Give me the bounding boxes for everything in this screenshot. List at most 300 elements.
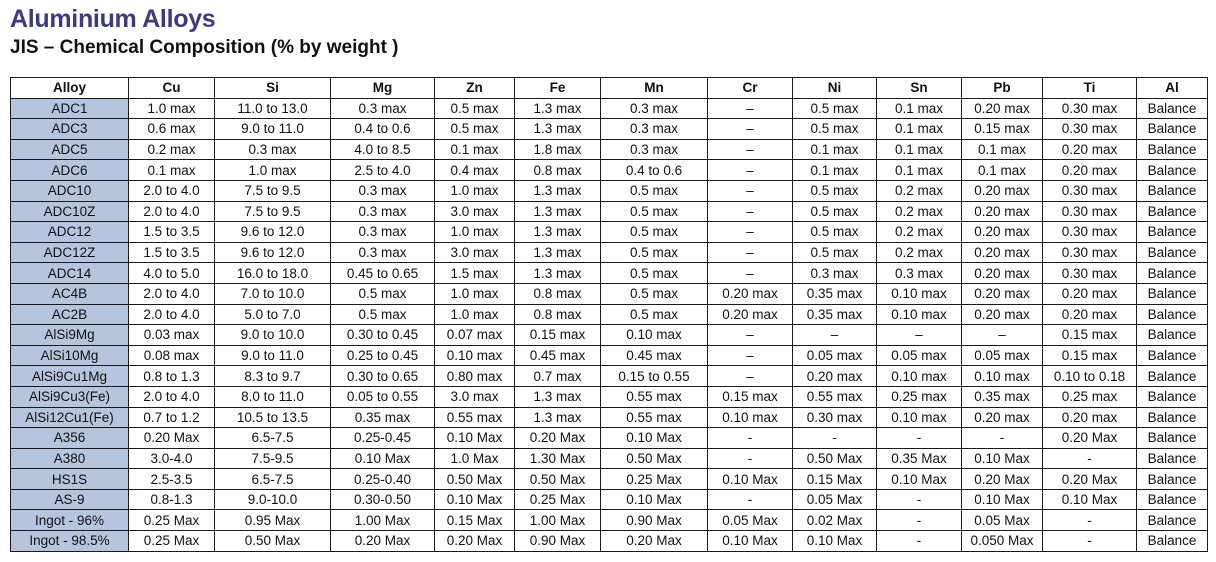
alloy-name-cell: AlSi12Cu1(Fe) xyxy=(11,407,129,428)
page-title: Aluminium Alloys xyxy=(10,5,216,33)
cell-sn: 0.2 max xyxy=(877,242,962,263)
cell-ni: - xyxy=(793,428,877,449)
cell-mg: 0.25-0.40 xyxy=(331,469,435,490)
cell-cr: – xyxy=(708,160,793,181)
table-header xyxy=(11,78,1208,99)
table-row xyxy=(11,366,1208,387)
alloy-name-cell: AlSi9Cu1Mg xyxy=(11,366,129,387)
column-header-mg: Mg xyxy=(331,78,435,99)
cell-fe: 1.3 max xyxy=(515,222,601,243)
column-header-al: Al xyxy=(1137,78,1208,99)
cell-ni: 0.5 max xyxy=(793,119,877,140)
column-header-pb: Pb xyxy=(962,78,1043,99)
cell-cr: – xyxy=(708,139,793,160)
cell-cu: 0.1 max xyxy=(129,160,215,181)
table-row xyxy=(11,119,1208,140)
cell-cu: 0.8-1.3 xyxy=(129,489,215,510)
cell-zn: 1.0 max xyxy=(435,222,515,243)
cell-zn: 0.20 Max xyxy=(435,531,515,552)
cell-ti: 0.15 max xyxy=(1043,345,1137,366)
cell-sn: 0.25 max xyxy=(877,386,962,407)
alloy-name-cell: A380 xyxy=(11,448,129,469)
cell-zn: 0.10 Max xyxy=(435,428,515,449)
cell-ti: - xyxy=(1043,531,1137,552)
cell-si: 6.5-7.5 xyxy=(215,428,331,449)
cell-cr: – xyxy=(708,119,793,140)
cell-al: Balance xyxy=(1137,366,1208,387)
cell-ni: 0.10 Max xyxy=(793,531,877,552)
cell-al: Balance xyxy=(1137,263,1208,284)
alloy-name-cell: AC2B xyxy=(11,304,129,325)
table-row xyxy=(11,98,1208,119)
cell-cr: – xyxy=(708,345,793,366)
cell-ni: 0.5 max xyxy=(793,98,877,119)
cell-fe: 1.3 max xyxy=(515,98,601,119)
cell-sn: 0.1 max xyxy=(877,139,962,160)
alloy-name-cell: Ingot - 98.5% xyxy=(11,531,129,552)
cell-cr: – xyxy=(708,98,793,119)
cell-si: 7.5 to 9.5 xyxy=(215,180,331,201)
cell-si: 9.0 to 11.0 xyxy=(215,345,331,366)
cell-sn: 0.1 max xyxy=(877,160,962,181)
cell-sn: - xyxy=(877,428,962,449)
alloy-name-cell: ADC12Z xyxy=(11,242,129,263)
cell-al: Balance xyxy=(1137,510,1208,531)
cell-cu: 0.03 max xyxy=(129,325,215,346)
table-row xyxy=(11,201,1208,222)
table-row xyxy=(11,263,1208,284)
cell-cr: 0.10 Max xyxy=(708,469,793,490)
cell-zn: 3.0 max xyxy=(435,386,515,407)
cell-ti: 0.30 max xyxy=(1043,263,1137,284)
cell-ti: 0.20 max xyxy=(1043,283,1137,304)
cell-al: Balance xyxy=(1137,489,1208,510)
cell-al: Balance xyxy=(1137,242,1208,263)
cell-mg: 0.5 max xyxy=(331,283,435,304)
cell-ti: 0.30 max xyxy=(1043,201,1137,222)
cell-fe: 1.3 max xyxy=(515,407,601,428)
cell-mg: 0.20 Max xyxy=(331,531,435,552)
cell-pb: 0.20 max xyxy=(962,98,1043,119)
cell-mg: 0.4 to 0.6 xyxy=(331,119,435,140)
cell-sn: 0.35 Max xyxy=(877,448,962,469)
cell-sn: 0.05 max xyxy=(877,345,962,366)
cell-ti: 0.30 max xyxy=(1043,180,1137,201)
cell-mg: 0.3 max xyxy=(331,98,435,119)
cell-al: Balance xyxy=(1137,160,1208,181)
cell-al: Balance xyxy=(1137,222,1208,243)
cell-mn: 0.5 max xyxy=(601,283,708,304)
table-row xyxy=(11,325,1208,346)
cell-pb: 0.1 max xyxy=(962,160,1043,181)
alloy-name-cell: ADC12 xyxy=(11,222,129,243)
cell-pb: 0.20 max xyxy=(962,283,1043,304)
cell-si: 9.6 to 12.0 xyxy=(215,222,331,243)
cell-ti: 0.10 to 0.18 xyxy=(1043,366,1137,387)
cell-cu: 1.5 to 3.5 xyxy=(129,242,215,263)
cell-mn: 0.55 max xyxy=(601,386,708,407)
cell-fe: 0.7 max xyxy=(515,366,601,387)
cell-cu: 0.20 Max xyxy=(129,428,215,449)
cell-sn: 0.2 max xyxy=(877,180,962,201)
cell-pb: 0.05 Max xyxy=(962,510,1043,531)
header-row xyxy=(11,78,1208,99)
cell-sn: 0.3 max xyxy=(877,263,962,284)
cell-si: 16.0 to 18.0 xyxy=(215,263,331,284)
cell-si: 6.5-7.5 xyxy=(215,469,331,490)
cell-ni: 0.30 max xyxy=(793,407,877,428)
cell-mn: 0.50 Max xyxy=(601,448,708,469)
cell-mn: 0.55 max xyxy=(601,407,708,428)
column-header-ti: Ti xyxy=(1043,78,1137,99)
column-header-cu: Cu xyxy=(129,78,215,99)
cell-mg: 0.3 max xyxy=(331,180,435,201)
cell-ni: 0.35 max xyxy=(793,283,877,304)
cell-al: Balance xyxy=(1137,201,1208,222)
cell-ni: 0.05 Max xyxy=(793,489,877,510)
cell-sn: - xyxy=(877,531,962,552)
cell-ni: 0.5 max xyxy=(793,242,877,263)
cell-zn: 0.5 max xyxy=(435,119,515,140)
cell-cu: 2.0 to 4.0 xyxy=(129,201,215,222)
table-row xyxy=(11,283,1208,304)
cell-cu: 2.0 to 4.0 xyxy=(129,180,215,201)
cell-mg: 0.25 to 0.45 xyxy=(331,345,435,366)
cell-ti: 0.20 Max xyxy=(1043,428,1137,449)
cell-ti: 0.20 max xyxy=(1043,160,1137,181)
cell-ti: 0.30 max xyxy=(1043,119,1137,140)
cell-mn: 0.10 max xyxy=(601,325,708,346)
cell-mn: 0.10 Max xyxy=(601,428,708,449)
cell-ti: 0.20 Max xyxy=(1043,469,1137,490)
cell-cu: 3.0-4.0 xyxy=(129,448,215,469)
cell-cr: – xyxy=(708,263,793,284)
cell-si: 9.0 to 10.0 xyxy=(215,325,331,346)
cell-ti: 0.20 max xyxy=(1043,304,1137,325)
cell-zn: 0.50 Max xyxy=(435,469,515,490)
cell-sn: 0.1 max xyxy=(877,98,962,119)
cell-mn: 0.3 max xyxy=(601,139,708,160)
table-row xyxy=(11,180,1208,201)
cell-cr: 0.15 max xyxy=(708,386,793,407)
cell-zn: 0.10 max xyxy=(435,345,515,366)
cell-mn: 0.15 to 0.55 xyxy=(601,366,708,387)
table-row xyxy=(11,242,1208,263)
cell-zn: 0.10 Max xyxy=(435,489,515,510)
cell-cr: - xyxy=(708,448,793,469)
column-header-alloy: Alloy xyxy=(11,78,129,99)
cell-ni: 0.20 max xyxy=(793,366,877,387)
cell-zn: 1.0 Max xyxy=(435,448,515,469)
cell-cu: 0.6 max xyxy=(129,119,215,140)
cell-al: Balance xyxy=(1137,469,1208,490)
cell-fe: 1.3 max xyxy=(515,386,601,407)
cell-pb: 0.15 max xyxy=(962,119,1043,140)
table-row xyxy=(11,407,1208,428)
cell-zn: 0.4 max xyxy=(435,160,515,181)
cell-pb: 0.20 max xyxy=(962,304,1043,325)
cell-mn: 0.45 max xyxy=(601,345,708,366)
cell-si: 7.0 to 10.0 xyxy=(215,283,331,304)
table-row xyxy=(11,345,1208,366)
cell-al: Balance xyxy=(1137,119,1208,140)
cell-mn: 0.5 max xyxy=(601,242,708,263)
cell-si: 7.5-9.5 xyxy=(215,448,331,469)
cell-sn: 0.1 max xyxy=(877,119,962,140)
cell-ti: - xyxy=(1043,448,1137,469)
cell-cr: 0.20 max xyxy=(708,283,793,304)
cell-pb: 0.10 max xyxy=(962,366,1043,387)
cell-fe: 0.8 max xyxy=(515,160,601,181)
cell-ti: 0.30 max xyxy=(1043,98,1137,119)
alloy-name-cell: A356 xyxy=(11,428,129,449)
cell-fe: 0.90 Max xyxy=(515,531,601,552)
cell-ni: 0.5 max xyxy=(793,201,877,222)
cell-sn: 0.2 max xyxy=(877,222,962,243)
table-row xyxy=(11,304,1208,325)
cell-pb: – xyxy=(962,325,1043,346)
table-row xyxy=(11,160,1208,181)
cell-fe: 1.3 max xyxy=(515,201,601,222)
cell-mg: 0.05 to 0.55 xyxy=(331,386,435,407)
cell-mn: 0.25 Max xyxy=(601,469,708,490)
cell-mg: 0.35 max xyxy=(331,407,435,428)
cell-ni: 0.1 max xyxy=(793,160,877,181)
cell-si: 9.6 to 12.0 xyxy=(215,242,331,263)
cell-pb: 0.10 Max xyxy=(962,448,1043,469)
cell-zn: 1.0 max xyxy=(435,283,515,304)
cell-si: 0.3 max xyxy=(215,139,331,160)
cell-ti: 0.25 max xyxy=(1043,386,1137,407)
cell-fe: 1.3 max xyxy=(515,180,601,201)
cell-cr: – xyxy=(708,180,793,201)
cell-al: Balance xyxy=(1137,345,1208,366)
cell-ni: 0.15 Max xyxy=(793,469,877,490)
cell-mn: 0.20 Max xyxy=(601,531,708,552)
cell-pb: 0.1 max xyxy=(962,139,1043,160)
cell-mn: 0.5 max xyxy=(601,180,708,201)
cell-mn: 0.5 max xyxy=(601,201,708,222)
table-row xyxy=(11,428,1208,449)
cell-mg: 0.3 max xyxy=(331,201,435,222)
cell-mg: 4.0 to 8.5 xyxy=(331,139,435,160)
cell-zn: 1.0 max xyxy=(435,304,515,325)
cell-zn: 0.55 max xyxy=(435,407,515,428)
cell-ni: 0.35 max xyxy=(793,304,877,325)
cell-zn: 0.80 max xyxy=(435,366,515,387)
column-header-ni: Ni xyxy=(793,78,877,99)
alloy-name-cell: HS1S xyxy=(11,469,129,490)
alloy-name-cell: AS-9 xyxy=(11,489,129,510)
cell-cu: 0.08 max xyxy=(129,345,215,366)
cell-sn: 0.2 max xyxy=(877,201,962,222)
alloy-name-cell: AlSi9Mg xyxy=(11,325,129,346)
cell-sn: 0.10 max xyxy=(877,407,962,428)
cell-cu: 1.5 to 3.5 xyxy=(129,222,215,243)
table-row xyxy=(11,531,1208,552)
cell-cr: 0.10 max xyxy=(708,407,793,428)
cell-al: Balance xyxy=(1137,180,1208,201)
cell-cu: 2.5-3.5 xyxy=(129,469,215,490)
cell-zn: 0.5 max xyxy=(435,98,515,119)
cell-cr: – xyxy=(708,366,793,387)
cell-cu: 0.25 Max xyxy=(129,510,215,531)
column-header-fe: Fe xyxy=(515,78,601,99)
cell-zn: 1.0 max xyxy=(435,180,515,201)
cell-si: 0.50 Max xyxy=(215,531,331,552)
cell-mn: 0.3 max xyxy=(601,98,708,119)
cell-al: Balance xyxy=(1137,325,1208,346)
cell-ni: 0.55 max xyxy=(793,386,877,407)
cell-fe: 0.8 max xyxy=(515,283,601,304)
column-header-cr: Cr xyxy=(708,78,793,99)
cell-al: Balance xyxy=(1137,448,1208,469)
alloy-name-cell: ADC10Z xyxy=(11,201,129,222)
cell-zn: 0.1 max xyxy=(435,139,515,160)
cell-mn: 0.5 max xyxy=(601,263,708,284)
cell-pb: 0.20 max xyxy=(962,222,1043,243)
cell-si: 0.95 Max xyxy=(215,510,331,531)
composition-table xyxy=(10,77,1208,552)
cell-fe: 0.20 Max xyxy=(515,428,601,449)
cell-cu: 4.0 to 5.0 xyxy=(129,263,215,284)
cell-si: 9.0 to 11.0 xyxy=(215,119,331,140)
cell-ni: 0.5 max xyxy=(793,222,877,243)
cell-zn: 1.5 max xyxy=(435,263,515,284)
cell-fe: 0.8 max xyxy=(515,304,601,325)
cell-mg: 0.30-0.50 xyxy=(331,489,435,510)
cell-cr: – xyxy=(708,242,793,263)
cell-sn: – xyxy=(877,325,962,346)
cell-fe: 1.00 Max xyxy=(515,510,601,531)
table-row xyxy=(11,489,1208,510)
cell-sn: 0.10 Max xyxy=(877,469,962,490)
cell-cu: 2.0 to 4.0 xyxy=(129,283,215,304)
cell-mg: 0.3 max xyxy=(331,242,435,263)
cell-cu: 2.0 to 4.0 xyxy=(129,386,215,407)
cell-fe: 0.45 max xyxy=(515,345,601,366)
cell-cu: 0.7 to 1.2 xyxy=(129,407,215,428)
cell-sn: 0.10 max xyxy=(877,283,962,304)
cell-mg: 0.30 to 0.65 xyxy=(331,366,435,387)
cell-cr: – xyxy=(708,222,793,243)
alloy-name-cell: AC4B xyxy=(11,283,129,304)
cell-si: 8.0 to 11.0 xyxy=(215,386,331,407)
cell-pb: 0.20 max xyxy=(962,242,1043,263)
cell-si: 8.3 to 9.7 xyxy=(215,366,331,387)
cell-ni: 0.02 Max xyxy=(793,510,877,531)
cell-mn: 0.5 max xyxy=(601,304,708,325)
cell-mn: 0.90 Max xyxy=(601,510,708,531)
cell-zn: 0.15 Max xyxy=(435,510,515,531)
cell-mg: 0.30 to 0.45 xyxy=(331,325,435,346)
cell-ti: 0.15 max xyxy=(1043,325,1137,346)
cell-mg: 0.10 Max xyxy=(331,448,435,469)
cell-sn: 0.10 max xyxy=(877,304,962,325)
cell-fe: 1.8 max xyxy=(515,139,601,160)
cell-cr: - xyxy=(708,489,793,510)
cell-pb: 0.20 max xyxy=(962,201,1043,222)
cell-mg: 2.5 to 4.0 xyxy=(331,160,435,181)
table-row xyxy=(11,386,1208,407)
page-subtitle: JIS – Chemical Composition (% by weight ) xyxy=(10,37,399,58)
table-row xyxy=(11,510,1208,531)
cell-al: Balance xyxy=(1137,407,1208,428)
alloy-name-cell: ADC5 xyxy=(11,139,129,160)
cell-cr: 0.05 Max xyxy=(708,510,793,531)
cell-si: 7.5 to 9.5 xyxy=(215,201,331,222)
cell-cu: 0.2 max xyxy=(129,139,215,160)
cell-pb: 0.35 max xyxy=(962,386,1043,407)
table-row xyxy=(11,469,1208,490)
alloy-name-cell: ADC3 xyxy=(11,119,129,140)
cell-cu: 0.8 to 1.3 xyxy=(129,366,215,387)
alloy-name-cell: ADC1 xyxy=(11,98,129,119)
table-row xyxy=(11,139,1208,160)
cell-cu: 1.0 max xyxy=(129,98,215,119)
cell-fe: 1.30 Max xyxy=(515,448,601,469)
cell-zn: 3.0 max xyxy=(435,242,515,263)
cell-al: Balance xyxy=(1137,304,1208,325)
cell-pb: 0.20 max xyxy=(962,407,1043,428)
cell-cu: 2.0 to 4.0 xyxy=(129,304,215,325)
cell-ni: 0.1 max xyxy=(793,139,877,160)
cell-pb: 0.10 Max xyxy=(962,489,1043,510)
cell-mg: 0.3 max xyxy=(331,222,435,243)
cell-mn: 0.10 Max xyxy=(601,489,708,510)
cell-zn: 3.0 max xyxy=(435,201,515,222)
cell-ni: – xyxy=(793,325,877,346)
alloy-name-cell: Ingot - 96% xyxy=(11,510,129,531)
alloy-name-cell: AlSi9Cu3(Fe) xyxy=(11,386,129,407)
cell-ti: 0.30 max xyxy=(1043,222,1137,243)
cell-mg: 0.25-0.45 xyxy=(331,428,435,449)
cell-cr: – xyxy=(708,201,793,222)
cell-pb: - xyxy=(962,428,1043,449)
cell-fe: 0.50 Max xyxy=(515,469,601,490)
column-header-si: Si xyxy=(215,78,331,99)
cell-al: Balance xyxy=(1137,283,1208,304)
cell-cr: 0.20 max xyxy=(708,304,793,325)
cell-cr: - xyxy=(708,428,793,449)
cell-al: Balance xyxy=(1137,98,1208,119)
cell-si: 10.5 to 13.5 xyxy=(215,407,331,428)
cell-mg: 1.00 Max xyxy=(331,510,435,531)
cell-mn: 0.5 max xyxy=(601,222,708,243)
cell-ni: 0.3 max xyxy=(793,263,877,284)
cell-si: 9.0-10.0 xyxy=(215,489,331,510)
cell-ni: 0.05 max xyxy=(793,345,877,366)
cell-ti: 0.20 max xyxy=(1043,139,1137,160)
column-header-mn: Mn xyxy=(601,78,708,99)
cell-mg: 0.45 to 0.65 xyxy=(331,263,435,284)
cell-fe: 0.25 Max xyxy=(515,489,601,510)
cell-si: 5.0 to 7.0 xyxy=(215,304,331,325)
cell-al: Balance xyxy=(1137,428,1208,449)
cell-ti: 0.20 max xyxy=(1043,407,1137,428)
cell-fe: 1.3 max xyxy=(515,119,601,140)
cell-fe: 1.3 max xyxy=(515,242,601,263)
cell-al: Balance xyxy=(1137,386,1208,407)
cell-cr: – xyxy=(708,325,793,346)
cell-pb: 0.20 Max xyxy=(962,469,1043,490)
cell-al: Balance xyxy=(1137,531,1208,552)
cell-zn: 0.07 max xyxy=(435,325,515,346)
cell-sn: - xyxy=(877,510,962,531)
alloy-name-cell: AlSi10Mg xyxy=(11,345,129,366)
cell-pb: 0.20 max xyxy=(962,263,1043,284)
table-row xyxy=(11,448,1208,469)
